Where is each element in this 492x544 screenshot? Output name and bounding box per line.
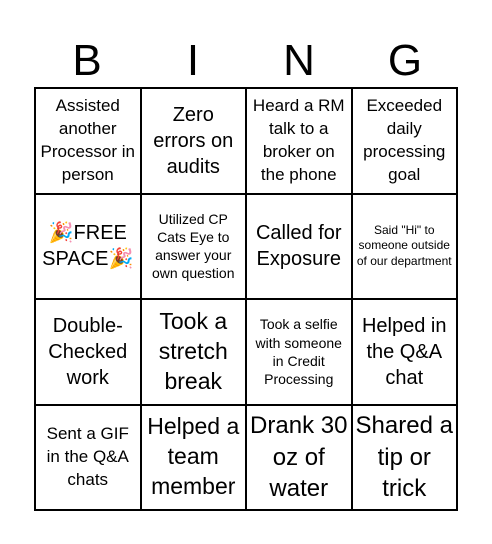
bingo-cell-r1c2[interactable] <box>142 89 248 195</box>
cell-text: Utilized CP Cats Eye to answer your own question <box>151 210 235 282</box>
bingo-cell-r4c3[interactable] <box>247 406 353 512</box>
cell-text: Zero errors on audits <box>153 103 234 178</box>
bingo-cell-r1c3[interactable] <box>247 89 353 195</box>
bingo-cell-r4c2[interactable] <box>142 406 248 512</box>
header-letter-g: G <box>387 36 423 85</box>
bingo-cell-r3c1[interactable] <box>36 300 142 406</box>
cell-text: 🎉FREE SPACE🎉 <box>42 222 134 271</box>
bingo-cell-r2c2[interactable] <box>142 195 248 301</box>
cell-text: Sent a GIF in the Q&A chats <box>46 423 129 489</box>
cell-text: Helped a team member <box>147 413 240 500</box>
bingo-cell-r4c4[interactable] <box>353 406 459 512</box>
cell-text: Took a selfie with someone in Credit Processing <box>255 316 342 387</box>
cell-text: Drank 30 oz of water <box>250 412 348 502</box>
bingo-cell-r1c4[interactable] <box>353 89 459 195</box>
cell-text: Exceeded daily processing goal <box>363 95 446 184</box>
cell-text: Heard a RM talk to a broker on the phone <box>252 95 345 184</box>
bingo-cell-r3c4[interactable] <box>353 300 459 406</box>
cell-text: Said "Hi" to someone outside of our department <box>356 222 452 269</box>
header-letter-b: B <box>72 36 102 85</box>
bingo-cell-r4c1[interactable] <box>36 406 142 512</box>
bingo-cell-r3c3[interactable] <box>247 300 353 406</box>
header-letter-i: I <box>186 36 200 85</box>
bingo-cell-r3c2[interactable] <box>142 300 248 406</box>
cell-text: Called for Exposure <box>255 222 342 271</box>
bingo-header <box>34 34 458 88</box>
header-letter-n: N <box>283 36 315 85</box>
bingo-board <box>34 87 458 511</box>
bingo-cell-free-space[interactable] <box>36 195 142 301</box>
cell-text: Double-Checked work <box>48 314 128 389</box>
cell-text: Shared a tip or trick <box>355 412 453 502</box>
bingo-cell-r1c1[interactable] <box>36 89 142 195</box>
cell-text: Helped in the Q&A chat <box>361 314 447 389</box>
cell-text: Assisted another Processor in person <box>40 95 135 184</box>
bingo-cell-r2c3[interactable] <box>247 195 353 301</box>
bingo-cell-r2c4[interactable] <box>353 195 459 301</box>
cell-text: Took a stretch break <box>158 307 228 394</box>
